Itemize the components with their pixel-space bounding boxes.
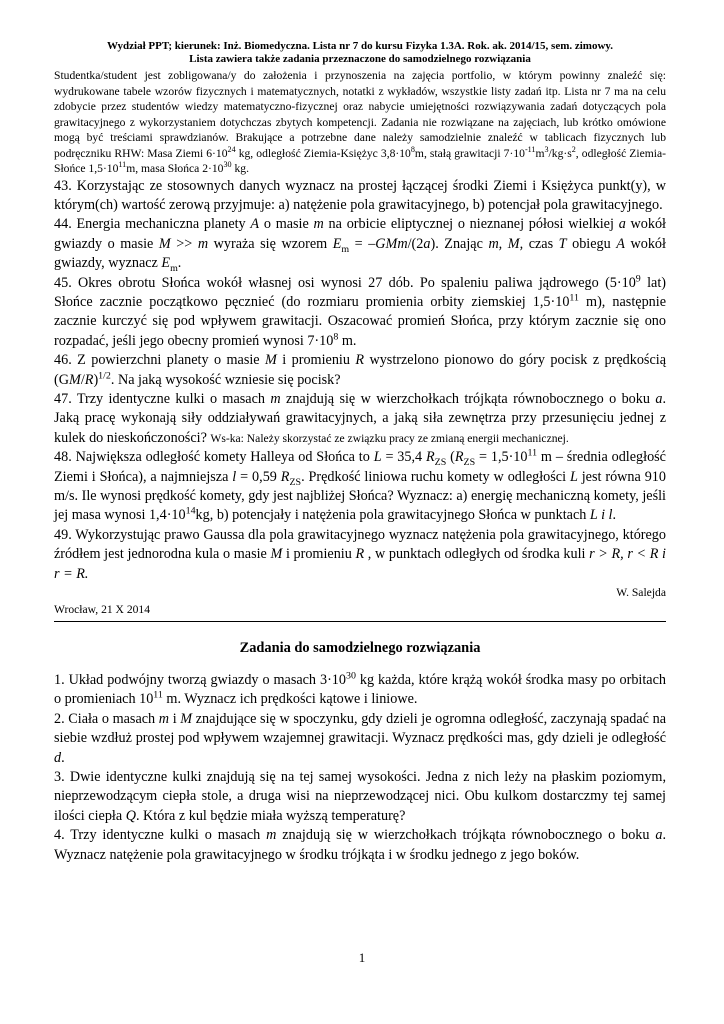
problem-45: 45. Okres obrotu Słońca wokół własnej osi wynosi 27 dób. Po spaleniu paliwa jądrowego ($5\cdot 10^9$ lat) Słońce zacznie początkowo pęcznieć (do rozmiaru promienia orbity ziemskiej $1,5\cdot 10^{11}$ m), następnie zacznie kurczyć się pod wpływem grawitacji. Oszacować promień Słońca, przy którym zacznie się ono rozpadać, jeśli jego obecny promień wynosi $7\cdot 10^8$ m. [54,272,666,349]
problem-48: 48. Największa odległość komety Halleya od Słońca to L = 35,4 $R_{ZS}$ ($R_{ZS} = 1,5\cdot 10^{11}$ m – średnia odległość Ziemi i Słońca), a najmniejsza l = 0,59 $R_{ZS}$. Prędkość liniowa ruchu komety w odległości L jest równa 910 m/s. Ile wynosi prędkość komety, gdy jest najbliżej Słońca? Wyznacz: a) energię mechaniczną komety, jeśli jej masa wynosi $1,4\cdot 10^{14}kg$, b) potencjały i natężenia pola grawitacyjnego Słońca w punktach L i l. [54,447,666,524]
intro-paragraph: Studentka/student jest zobligowana/y do założenia i przynoszenia na zajęcia portfolio, w którym powinny znaleźć się: wydrukowane tabele wzorów fizycznych i matematycznych, notatki z wykładów, wszystkie listy zadań itp. Lista nr 7 ma na celu zdobycie przez studentów wiedzy matematyczno-fizycznej oraz nabycie umiejętności rozwiązywania zadań dotyczących pola grawitacyjnego z wykorzystaniem dotychczas zbytych kompetencji. Zadania nie rozwiązane na zajęciach, lub krótko omówione mogą być treściami sprawdzianów. Brakujące a potrzebne dane należy samodzielnie znaleźć w tablicach fizycznych lub podręczniku RHW: Masa Ziemi $6\cdot 10^{24}$ kg, odległość Ziemia-Księżyc $3,8\cdot 10^8m$, stałą grawitacji $7\cdot 10^{-11}m^3/kg\cdot s^2$, odległość Ziemia-Słońce $1,5\cdot 10^{11}m$, masa Słońca $2\cdot 10^{30}$ kg. [54,69,666,175]
problem-43: 43. Korzystając ze stosownych danych wyznacz na prostej łączącej środki Ziemi i Księżyca punkt(y), w którym(ch) wartość zerową przyjmuje: a) natężenie pola grawitacyjnego, b) potencjał pola grawitacyjnego. [54,177,666,213]
place-date: Wrocław, 21 X 2014 [54,603,151,617]
self-problem-4: 4. Trzy identyczne kulki o masach m znajdują się w wierzchołkach trójkąta równobocznego o boku a. Wyznacz natężenie pola grawitacyjnego w środku trójkąta i w środku jednego z jego boków. [54,827,666,863]
problem-49: 49. Wykorzystując prawo Gaussa dla pola grawitacyjnego wyznacz natężenia pola grawitacyjnego, którego źródłem jest jednorodna kula o masie M i promieniu R , w punktach odległych od środka kuli r > R, r < R i r = R. [54,526,666,582]
self-problem-1: 1. Układ podwójny tworzą gwiazdy o masach $3\cdot 10^{30}$ kg każda, które krążą wokół środka masy po orbitach o promieniach $10^{11}$ m. Wyznacz ich prędkości kątowe i liniowe. [54,670,666,708]
problem-44: 44. Energia mechaniczna planety A o masie m na orbicie eliptycznej o nieznanej półosi wielkiej a wokół gwiazdy o masie M >> m wyraża się wzorem $E_m = -GMm/(2a)$. Znając m, M, czas T obiegu A wokół gwiazdy, wyznacz $E_m$. [54,216,667,274]
problem-47: 47. Trzy identyczne kulki o masach m znajdują się w wierzchołkach trójkąta równobocznego o boku a. Jaką pracę wykonają siły oddziaływań grawitacyjnych, a jaką siła zewnętrza przy przesunięciu jednej z kulek do nieskończoności? Ws-ka: Należy skorzystać ze związku pracy ze zmianą energii mechanicznej. [54,390,666,446]
divider-line [54,621,666,622]
signature: W. Salejda [616,586,666,600]
self-problem-3: 3. Dwie identyczne kulki znajdują się na tej samej wysokości. Jedna z nich leży na płaskim poziomym, nieprzewodzącym ciepła stole, a druga wisi na nieprzewodzącej nici. Obu kulkom dostarczmy tej samej ilości ciepła Q. Która z kul będzie miała wyższą temperaturę? [54,769,666,824]
header-line-1: Wydział PPT; kierunek: Inż. Biomedyczna. Lista nr 7 do kursu Fizyka 1.3A. Rok. ak. 2014/15, sem. zimowy. [106,40,614,52]
section-title: Zadania do samodzielnego rozwiązania [239,640,481,657]
page-number: 1 [358,950,366,965]
problem-46: 46. Z powierzchni planety o masie M i promieniu R wystrzelono pionowo do góry pocisk z prędkością $(GM/R)^{1/2}$. Na jaką wysokość wzniesie się pocisk? [54,352,666,388]
document-header [54,40,666,66]
header-line-2: Lista zawiera także zadania przeznaczone do samodzielnego rozwiązania [189,53,531,65]
document-page [54,40,666,865]
self-problem-2: 2. Ciała o masach m i M znajdujące się w spoczynku, gdy dzieli je ogromna odległość, zaczynają spadać na siebie wzdłuż prostej pod wpływem wzajemnej grawitacji. Wyznacz prędkości mas, gdy dzieli je odległość d. [54,710,666,766]
problem-47-hint: Ws-ka: Należy skorzystać ze związku pracy ze zmianą energii mechanicznej. [210,431,569,445]
